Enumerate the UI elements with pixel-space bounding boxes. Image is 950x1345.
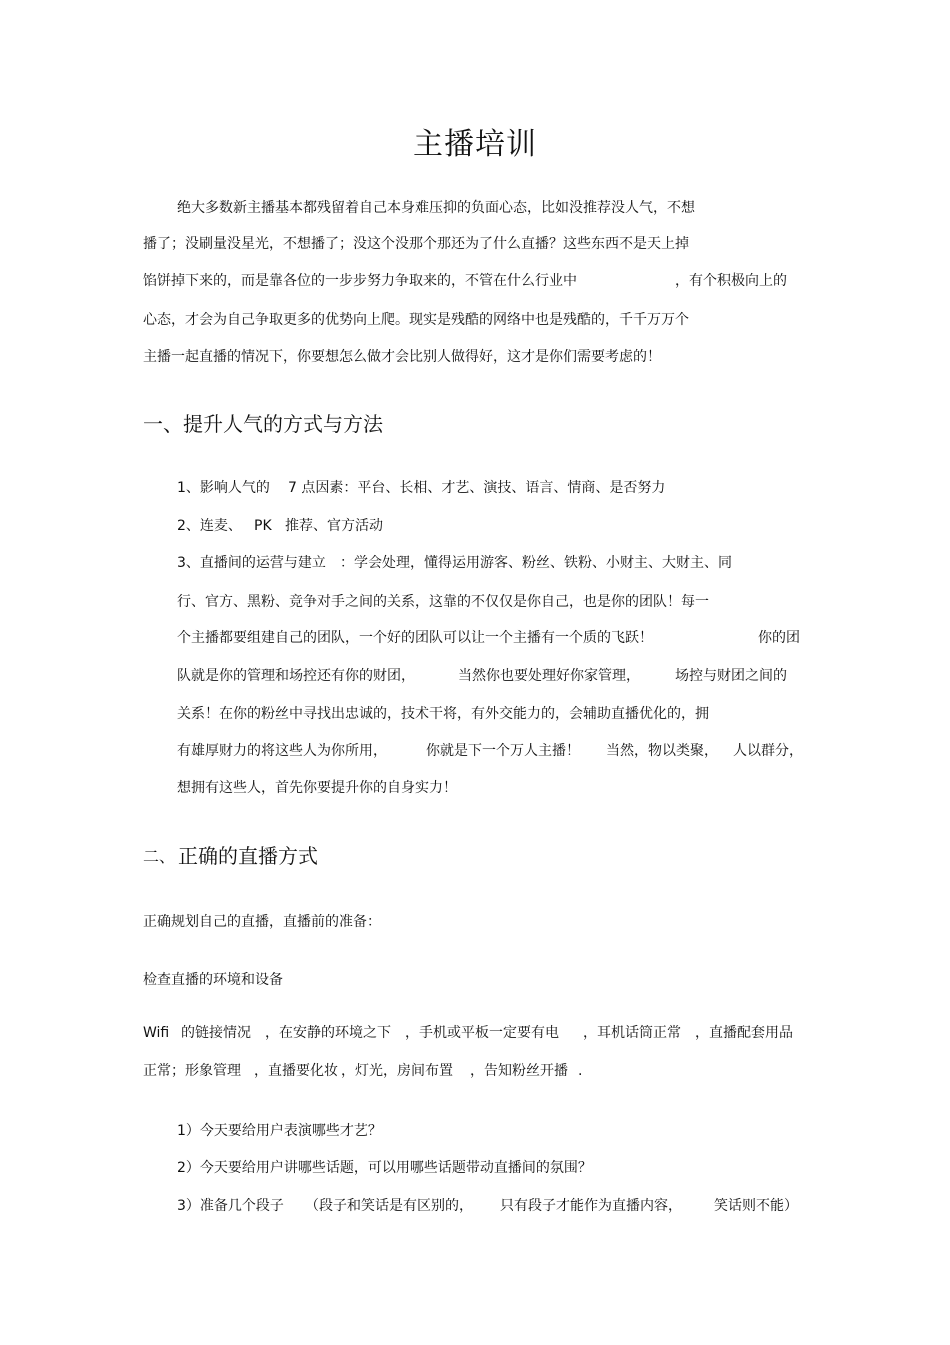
section-1-item-3-g: 想拥有这些人，首先你要提升你的自身实力！ <box>177 780 457 796</box>
section-2-list-item-3-c: 笑话则不能） <box>714 1198 798 1214</box>
section-2-p3-c: ，手机或平板一定要有电 <box>405 1025 559 1041</box>
section-2-p4-c: ，灯光，房间布置 <box>341 1063 453 1079</box>
section-1-item-3: 3、直播间的运营与建立 <box>177 555 326 571</box>
intro-line-3: 馅饼掉下来的，而是靠各位的一步步努力争取来的，不管在什么行业中 <box>143 273 577 289</box>
section-2-p1: 正确规划自己的直播，直播前的准备： <box>143 914 381 930</box>
section-2-p3-e: ，直播配套用品 <box>695 1025 793 1041</box>
section-1-item-3-d-mid: 当然你也要处理好你家管理， <box>458 668 640 684</box>
section-1-item-1-rest: 7 点因素：平台、长相、才艺、演技、语言、情商、是否努力 <box>288 480 666 496</box>
section-2-list-item-2: 2）今天要给用户讲哪些话题，可以用哪些话题带动直播间的氛围？ <box>177 1160 592 1176</box>
section-1-item-3-c: 个主播都要组建自己的团队，一个好的团队可以让一个主播有一个质的飞跃！ <box>177 630 653 646</box>
section-1-item-2-rest: 推荐、官方活动 <box>285 518 383 534</box>
section-2-list-item-1: 1）今天要给用户表演哪些才艺？ <box>177 1123 382 1139</box>
section-1-item-3-f-mid: 你就是下一个万人主播！ <box>426 743 580 759</box>
section-2-p4-a: 正常；形象管理 <box>143 1063 241 1079</box>
section-1-item-3-d-tail: 场控与财团之间的 <box>675 668 787 684</box>
intro-line-1: 绝大多数新主播基本都残留着自己本身难压抑的负面心态，比如没推荐没人气，不想 <box>177 200 695 216</box>
section-1-item-3-e: 关系！在你的粉丝中寻找出忠诚的，技术干将，有外交能力的，会辅助直播优化的，拥 <box>177 706 709 722</box>
section-2-p4-b: ，直播要化妆 <box>254 1063 338 1079</box>
section-1-heading: 一、提升人气的方式与方法 <box>143 412 383 436</box>
section-2-heading: 正确的直播方式 <box>178 844 318 868</box>
section-1-item-1: 1、影响人气的 <box>177 480 270 496</box>
section-2-p3-a: 的链接情况 <box>181 1025 251 1041</box>
section-2-p3-wifi: Wifi <box>143 1025 170 1041</box>
page-title: 主播培训 <box>413 127 537 162</box>
section-1-item-3-f: 有雄厚财力的将这些人为你所用， <box>177 743 387 759</box>
intro-line-5: 主播一起直播的情况下，你要想怎么做才会比别人做得好，这才是你们需要考虑的！ <box>143 349 661 365</box>
section-2-list-item-3-a: （段子和笑话是有区别的， <box>305 1198 473 1214</box>
intro-line-4: 心态，才会为自己争取更多的优势向上爬。现实是残酷的网络中也是残酷的，千千万万个 <box>143 312 689 328</box>
section-2-p4-e: . <box>578 1063 583 1079</box>
section-1-item-3-d: 队就是你的管理和场控还有你的财团， <box>177 668 415 684</box>
section-1-item-3-a: ：学会处理，懂得运用游客、粉丝、铁粉、小财主、大财主、同 <box>340 555 732 571</box>
section-1-item-3-c-tail: 你的团 <box>758 630 800 646</box>
section-2-p3-d: ，耳机话筒正常 <box>583 1025 681 1041</box>
section-1-item-2: 2、连麦、 <box>177 518 242 534</box>
intro-line-2: 播了；没刷量没星光，不想播了；没这个没那个那还为了什么直播？这些东西不是天上掉 <box>143 236 689 252</box>
intro-line-3-tail: ，有个积极向上的 <box>675 273 787 289</box>
section-2-p4-d: ，告知粉丝开播 <box>470 1063 568 1079</box>
section-1-item-3-b: 行、官方、黑粉、竞争对手之间的关系，这靠的不仅仅是你自己，也是你的团队！每一 <box>177 594 709 610</box>
section-2-list-item-3-b: 只有段子才能作为直播内容， <box>500 1198 682 1214</box>
section-2-list-item-3: 3）准备几个段子 <box>177 1198 284 1214</box>
section-2-p2: 检查直播的环境和设备 <box>143 972 283 988</box>
section-1-item-3-f-tail: 人以群分， <box>733 743 803 759</box>
section-1-item-2-pk: PK <box>254 518 272 534</box>
section-2-p3-b: ，在安静的环境之下 <box>265 1025 391 1041</box>
section-1-item-3-f-mid2: 当然，物以类聚， <box>606 743 718 759</box>
section-2-heading-num: 二、 <box>143 847 176 866</box>
